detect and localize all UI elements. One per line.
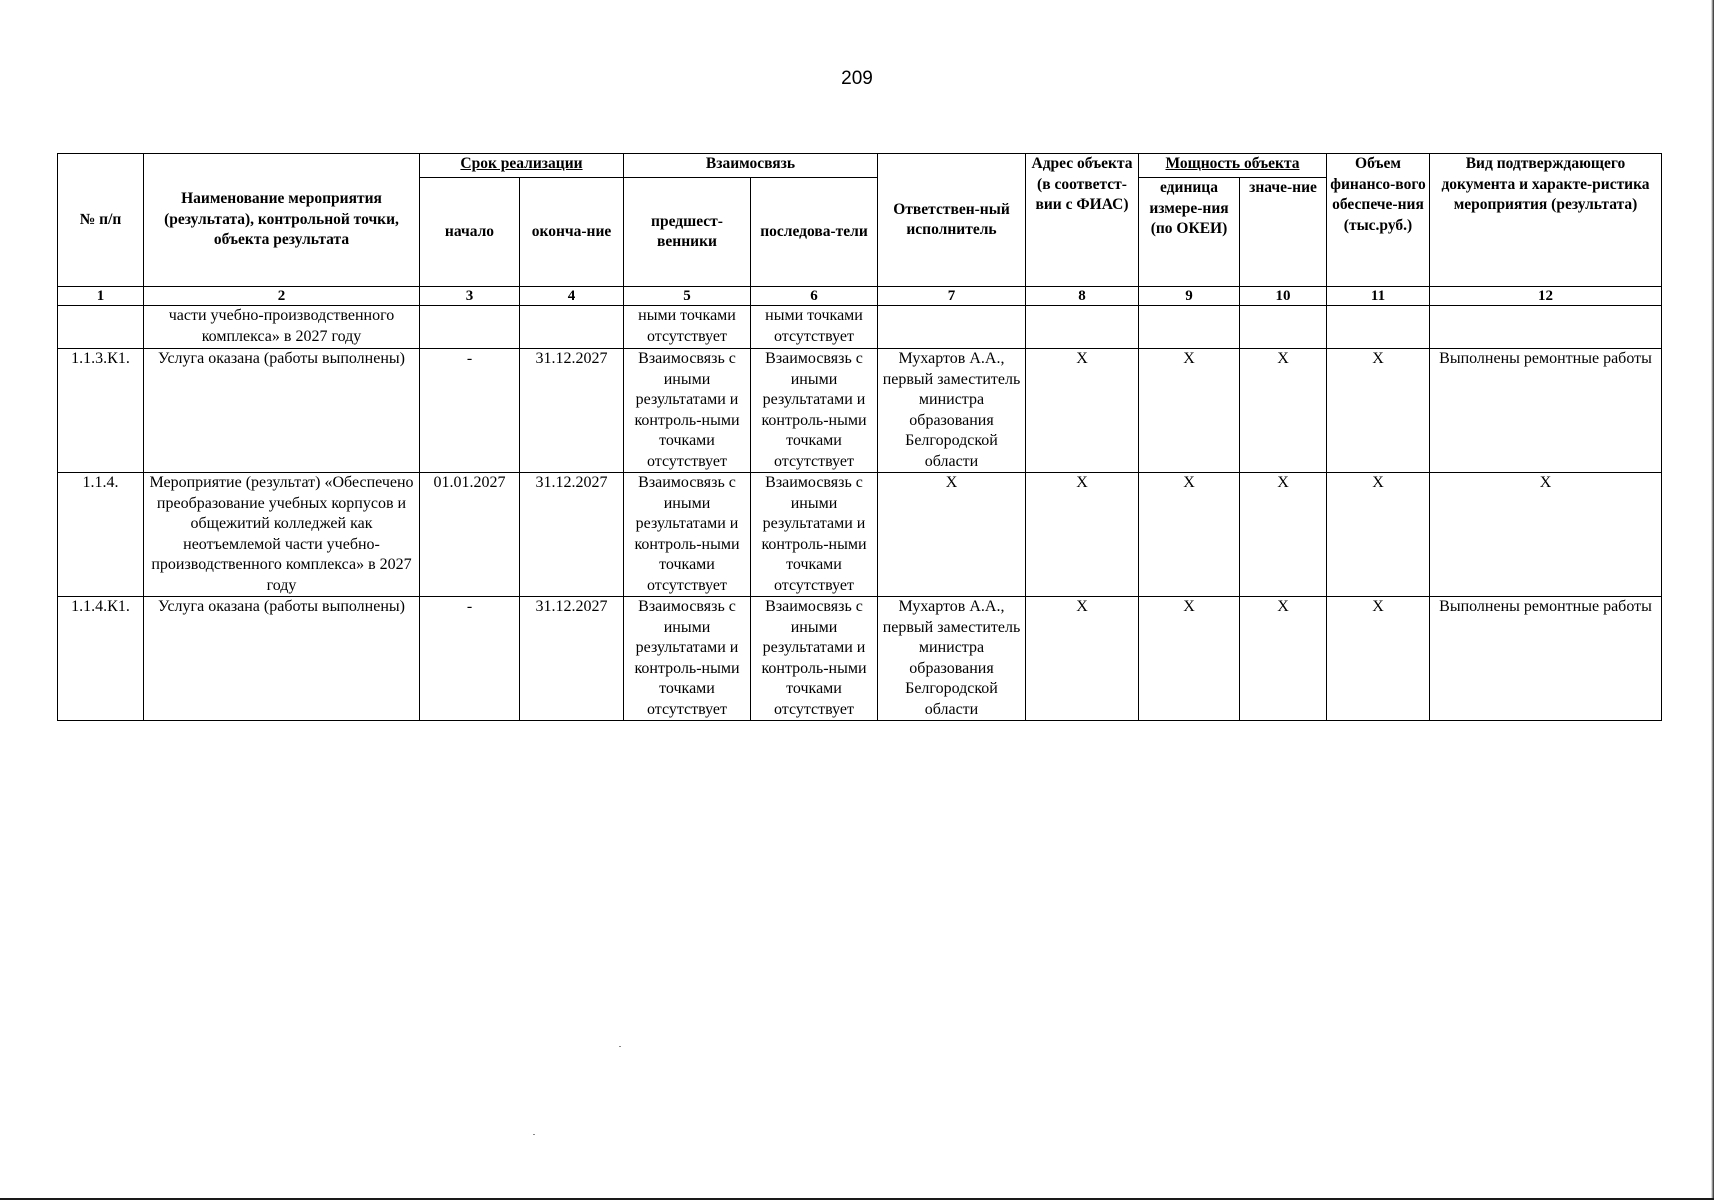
plan-table [57, 153, 1662, 721]
header-row-top [58, 154, 1662, 178]
cell-document [1430, 306, 1662, 349]
header-group-moshn-label: Мощность объекта [1165, 155, 1300, 172]
header-value: значе-ние [1240, 178, 1327, 287]
plan-table-container [57, 153, 1661, 721]
cell-unit [1139, 306, 1240, 349]
cell-address: X [1026, 597, 1139, 721]
cell-predecessors: Взаимосвязь с иными результатами и контроль-ными точками отсутствует [624, 473, 751, 597]
column-number-row [58, 287, 1662, 306]
header-successors: последова-тели [751, 178, 878, 287]
cell-end: 31.12.2027 [520, 597, 624, 721]
cell-responsible [878, 306, 1026, 349]
table-row [58, 597, 1662, 721]
page-number: 209 [841, 68, 873, 89]
cell-address: X [1026, 473, 1139, 597]
cell-financing: X [1327, 597, 1430, 721]
header-end: оконча-ние [520, 178, 624, 287]
cell-start: - [420, 349, 520, 473]
cell-num: 1.1.4.К1. [58, 597, 144, 721]
header-predecessors: предшест-венники [624, 178, 751, 287]
column-number: 1 [58, 287, 144, 306]
header-group-srok-label: Срок реализации [460, 155, 583, 172]
cell-value [1240, 306, 1327, 349]
cell-responsible: Мухартов А.А., первый заместитель министра образования Белгородской области [878, 597, 1026, 721]
cell-address: X [1026, 349, 1139, 473]
header-financing: Объем финансо-вого обеспече-ния (тыс.руб.) [1327, 154, 1430, 287]
cell-address [1026, 306, 1139, 349]
cell-unit: X [1139, 473, 1240, 597]
cell-num: 1.1.3.К1. [58, 349, 144, 473]
cell-value: X [1240, 349, 1327, 473]
header-unit: единица измере-ния (по ОКЕИ) [1139, 178, 1240, 287]
cell-end: 31.12.2027 [520, 349, 624, 473]
cell-num [58, 306, 144, 349]
header-num: № п/п [58, 154, 144, 287]
cell-name: Услуга оказана (работы выполнены) [144, 349, 420, 473]
cell-successors: Взаимосвязь с иными результатами и контроль-ными точками отсутствует [751, 597, 878, 721]
table-row [58, 306, 1662, 349]
cell-predecessors: ными точками отсутствует [624, 306, 751, 349]
cell-end [520, 306, 624, 349]
header-address: Адрес объекта (в соответст-вии с ФИАС) [1026, 154, 1139, 287]
cell-value: X [1240, 473, 1327, 597]
cell-name: Услуга оказана (работы выполнены) [144, 597, 420, 721]
cell-document: X [1430, 473, 1662, 597]
column-number: 3 [420, 287, 520, 306]
cell-unit: X [1139, 597, 1240, 721]
cell-document: Выполнены ремонтные работы [1430, 349, 1662, 473]
cell-start: - [420, 597, 520, 721]
table-row [58, 349, 1662, 473]
cell-name: части учебно-производственного комплекса» в 2027 году [144, 306, 420, 349]
scan-speck [619, 1046, 621, 1047]
cell-successors: Взаимосвязь с иными результатами и контроль-ными точками отсутствует [751, 473, 878, 597]
cell-successors: ными точками отсутствует [751, 306, 878, 349]
column-number: 2 [144, 287, 420, 306]
column-number: 8 [1026, 287, 1139, 306]
cell-end: 31.12.2027 [520, 473, 624, 597]
column-number: 12 [1430, 287, 1662, 306]
cell-name: Мероприятие (результат) «Обеспечено преобразование учебных корпусов и общежитий колледжей как неотъемлемой части учебно-производственного комплекса» в 2027 году [144, 473, 420, 597]
column-number: 11 [1327, 287, 1430, 306]
column-number: 7 [878, 287, 1026, 306]
header-name: Наименование мероприятия (результата), контрольной точки, объекта результата [144, 154, 420, 287]
cell-financing: X [1327, 473, 1430, 597]
column-number: 4 [520, 287, 624, 306]
cell-predecessors: Взаимосвязь с иными результатами и контроль-ными точками отсутствует [624, 597, 751, 721]
header-start: начало [420, 178, 520, 287]
table-row [58, 473, 1662, 597]
cell-start [420, 306, 520, 349]
cell-unit: X [1139, 349, 1240, 473]
column-number: 5 [624, 287, 751, 306]
cell-num: 1.1.4. [58, 473, 144, 597]
header-group-srok [420, 154, 624, 178]
column-number: 10 [1240, 287, 1327, 306]
column-number: 9 [1139, 287, 1240, 306]
cell-financing: X [1327, 349, 1430, 473]
scan-speck [533, 1134, 535, 1135]
cell-start: 01.01.2027 [420, 473, 520, 597]
cell-value: X [1240, 597, 1327, 721]
cell-successors: Взаимосвязь с иными результатами и контроль-ными точками отсутствует [751, 349, 878, 473]
header-group-vzaim: Взаимосвязь [624, 154, 878, 178]
cell-financing [1327, 306, 1430, 349]
cell-predecessors: Взаимосвязь с иными результатами и контроль-ными точками отсутствует [624, 349, 751, 473]
cell-responsible: Мухартов А.А., первый заместитель министра образования Белгородской области [878, 349, 1026, 473]
column-number: 6 [751, 287, 878, 306]
cell-document: Выполнены ремонтные работы [1430, 597, 1662, 721]
header-document: Вид подтверждающего документа и характе-ристика мероприятия (результата) [1430, 154, 1662, 287]
header-responsible: Ответствен-ный исполнитель [878, 154, 1026, 287]
header-group-moshn [1139, 154, 1327, 178]
cell-responsible: X [878, 473, 1026, 597]
